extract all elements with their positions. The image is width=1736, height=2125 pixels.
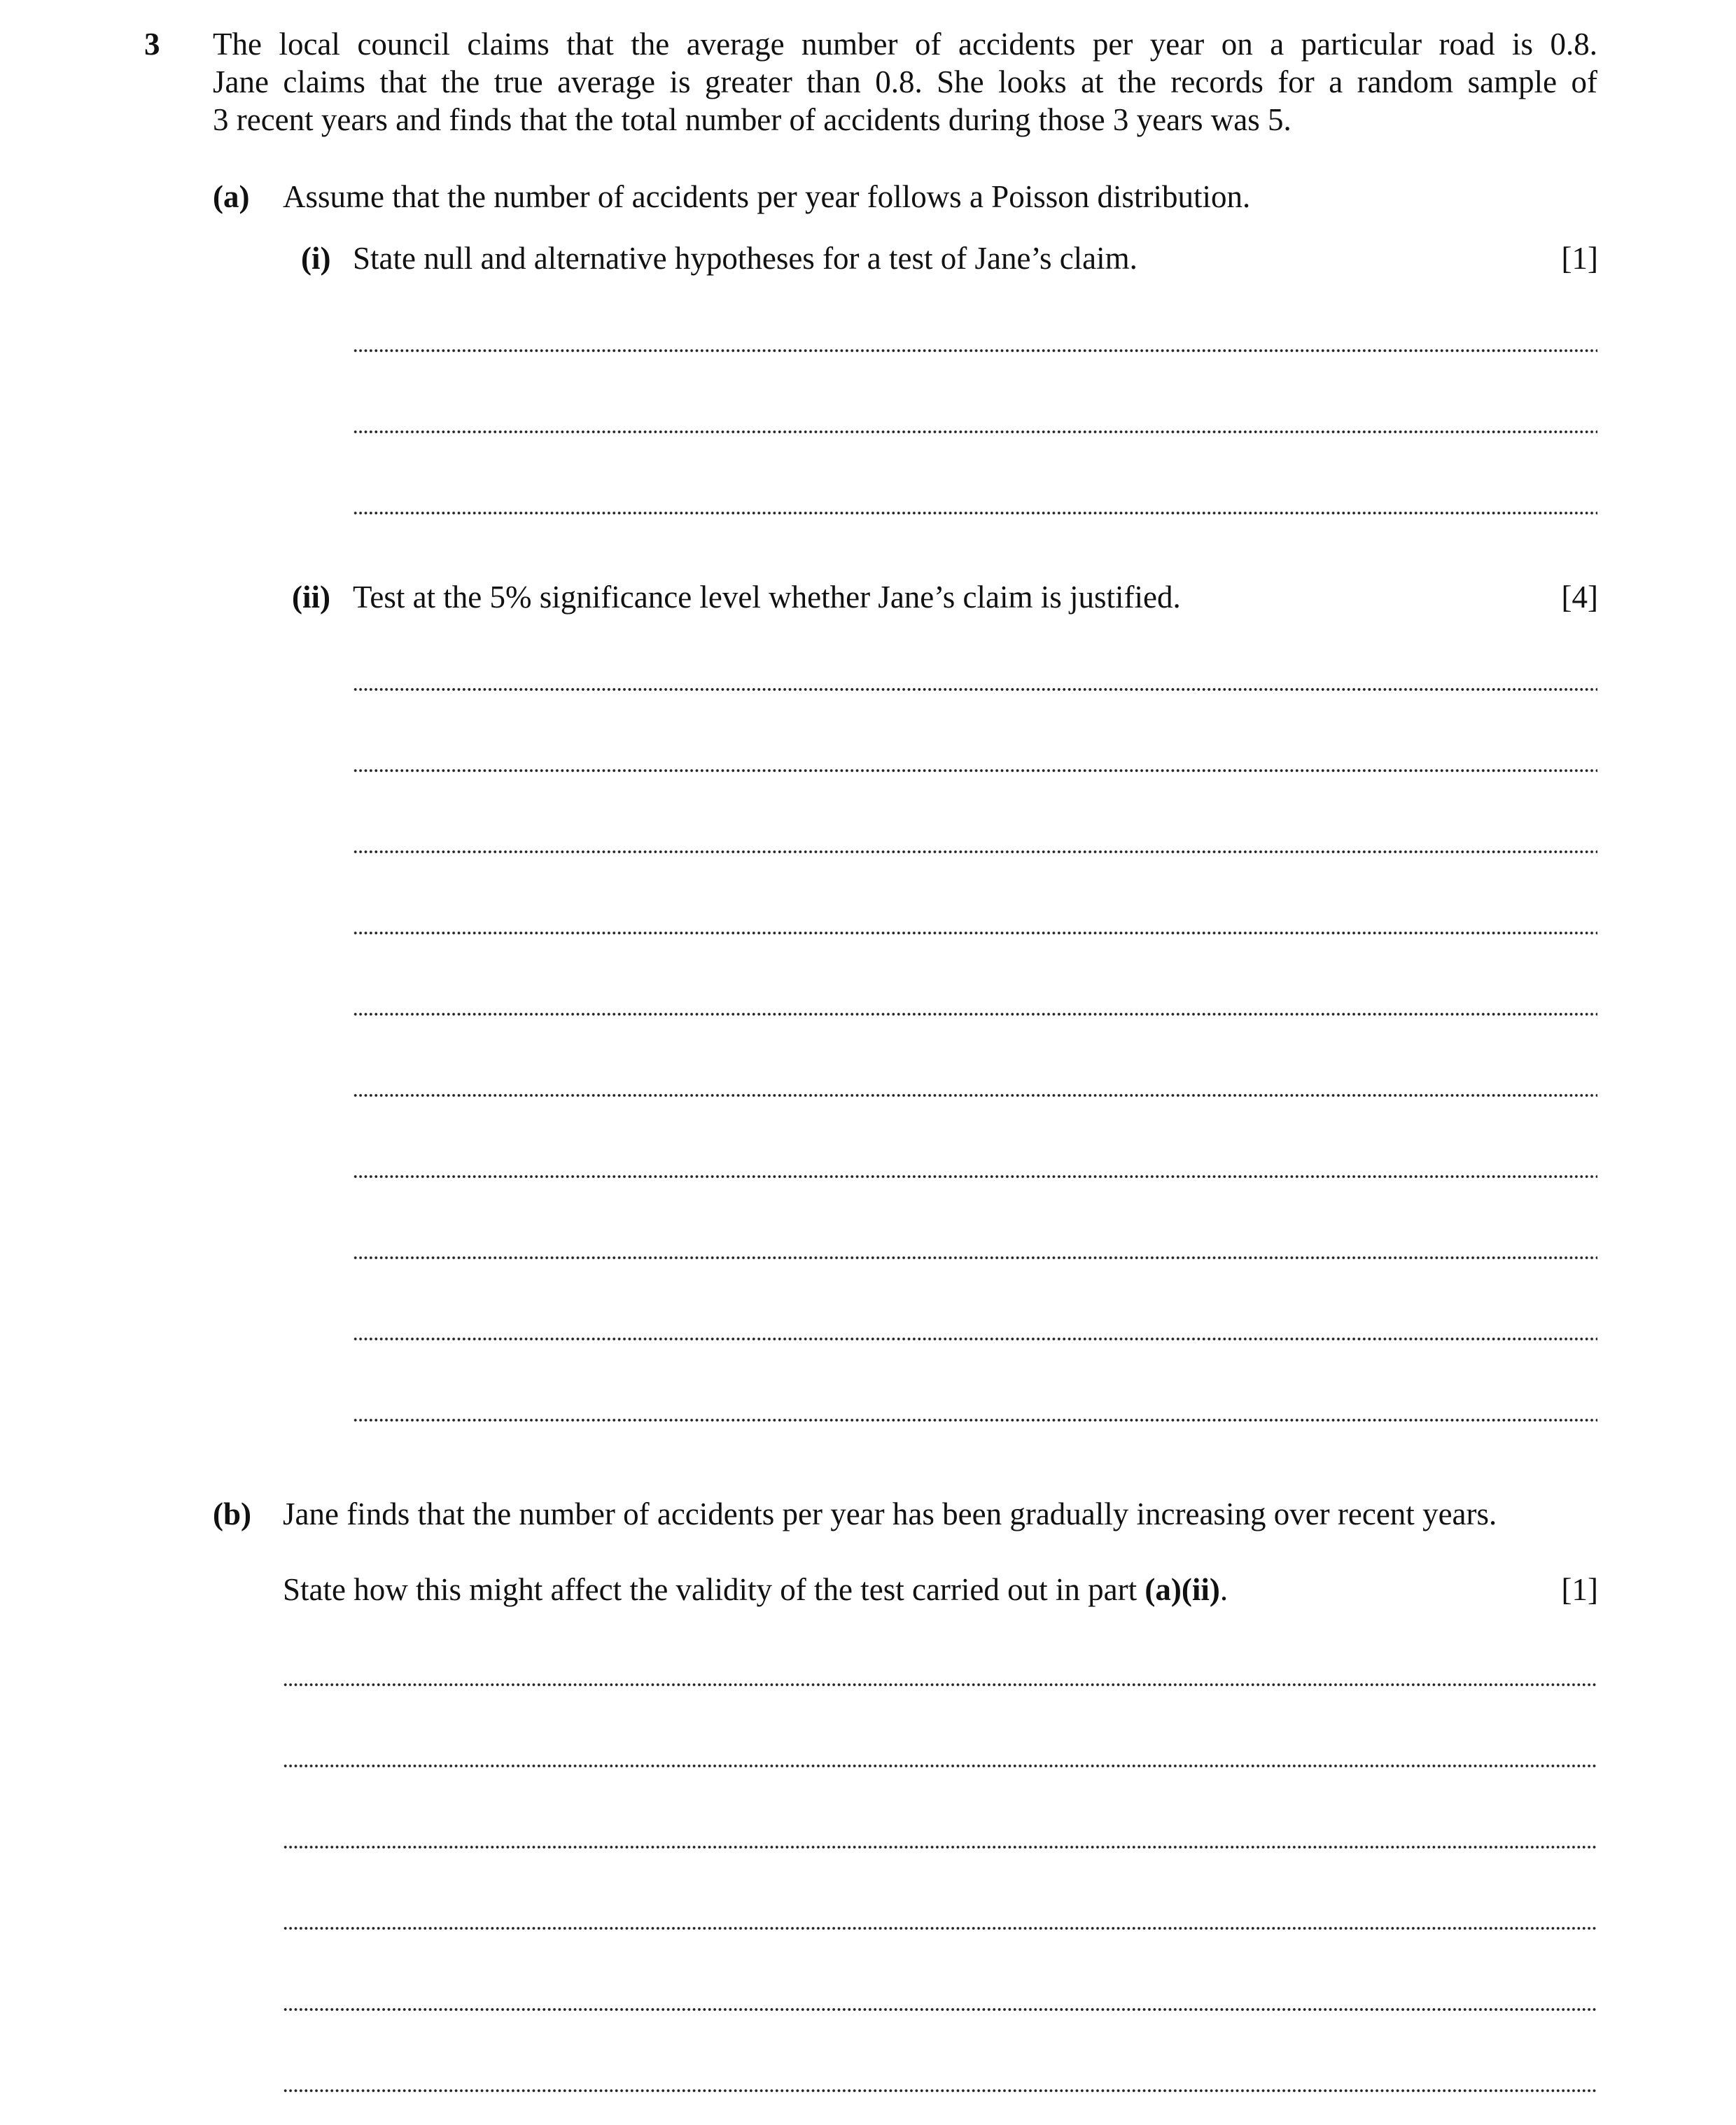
answer-line[interactable]	[353, 850, 1597, 854]
question-number: 3	[144, 27, 160, 62]
answer-line[interactable]	[353, 1093, 1597, 1097]
part-ref-ii: (ii)	[1181, 1572, 1220, 1607]
part-a-text: Assume that the number of accidents per year follows a Poisson distribution.	[283, 179, 1251, 214]
question-intro	[213, 25, 1597, 139]
part-ref-a: (a)	[1144, 1572, 1182, 1607]
intro-line-1: The local council claims that the average number of accidents per year on a particular road is 0.8.	[213, 27, 1597, 62]
part-a-i-marks: [1]	[1561, 241, 1598, 276]
intro-line-3: 3 recent years and finds that the total number of accidents during those 3 years was 5.	[213, 102, 1292, 137]
part-b-prompt	[283, 1571, 1228, 1608]
part-b-marks: [1]	[1561, 1572, 1598, 1607]
answer-line[interactable]	[353, 687, 1597, 692]
part-b-prompt-text: State how this might affect the validity of the test carried out in part	[283, 1572, 1145, 1607]
answer-line[interactable]	[353, 1012, 1597, 1016]
answer-line[interactable]	[353, 1337, 1597, 1341]
part-a-i-text: State null and alternative hypotheses for a test of Jane’s claim.	[353, 241, 1138, 276]
part-a-ii-text: Test at the 5% significance level whether Jane’s claim is justified.	[353, 580, 1181, 615]
answer-line[interactable]	[353, 931, 1597, 935]
answer-line[interactable]	[353, 511, 1597, 515]
answer-line[interactable]	[353, 1256, 1597, 1260]
part-a-label: (a)	[213, 179, 250, 214]
part-a-ii-marks: [4]	[1561, 580, 1598, 615]
answer-line[interactable]	[283, 1845, 1597, 1849]
answer-line[interactable]	[283, 1683, 1597, 1687]
answer-line[interactable]	[353, 1418, 1597, 1422]
part-b-label: (b)	[213, 1496, 251, 1531]
answer-line[interactable]	[283, 2089, 1597, 2093]
answer-line[interactable]	[353, 349, 1597, 353]
answer-line[interactable]	[283, 2007, 1597, 2012]
answer-line[interactable]	[353, 1174, 1597, 1179]
answer-line[interactable]	[353, 769, 1597, 773]
intro-line-2: Jane claims that the true average is greater than 0.8. She looks at the records for a random sample of	[213, 64, 1597, 99]
part-a-ii-label: (ii)	[292, 580, 330, 615]
part-b-text: Jane finds that the number of accidents per year has been gradually increasing over recent years.	[283, 1496, 1497, 1531]
answer-line[interactable]	[283, 1926, 1597, 1930]
part-b-prompt-end: .	[1219, 1572, 1228, 1607]
part-a-i-label: (i)	[301, 241, 331, 276]
answer-line[interactable]	[283, 1764, 1597, 1768]
answer-line[interactable]	[353, 430, 1597, 434]
